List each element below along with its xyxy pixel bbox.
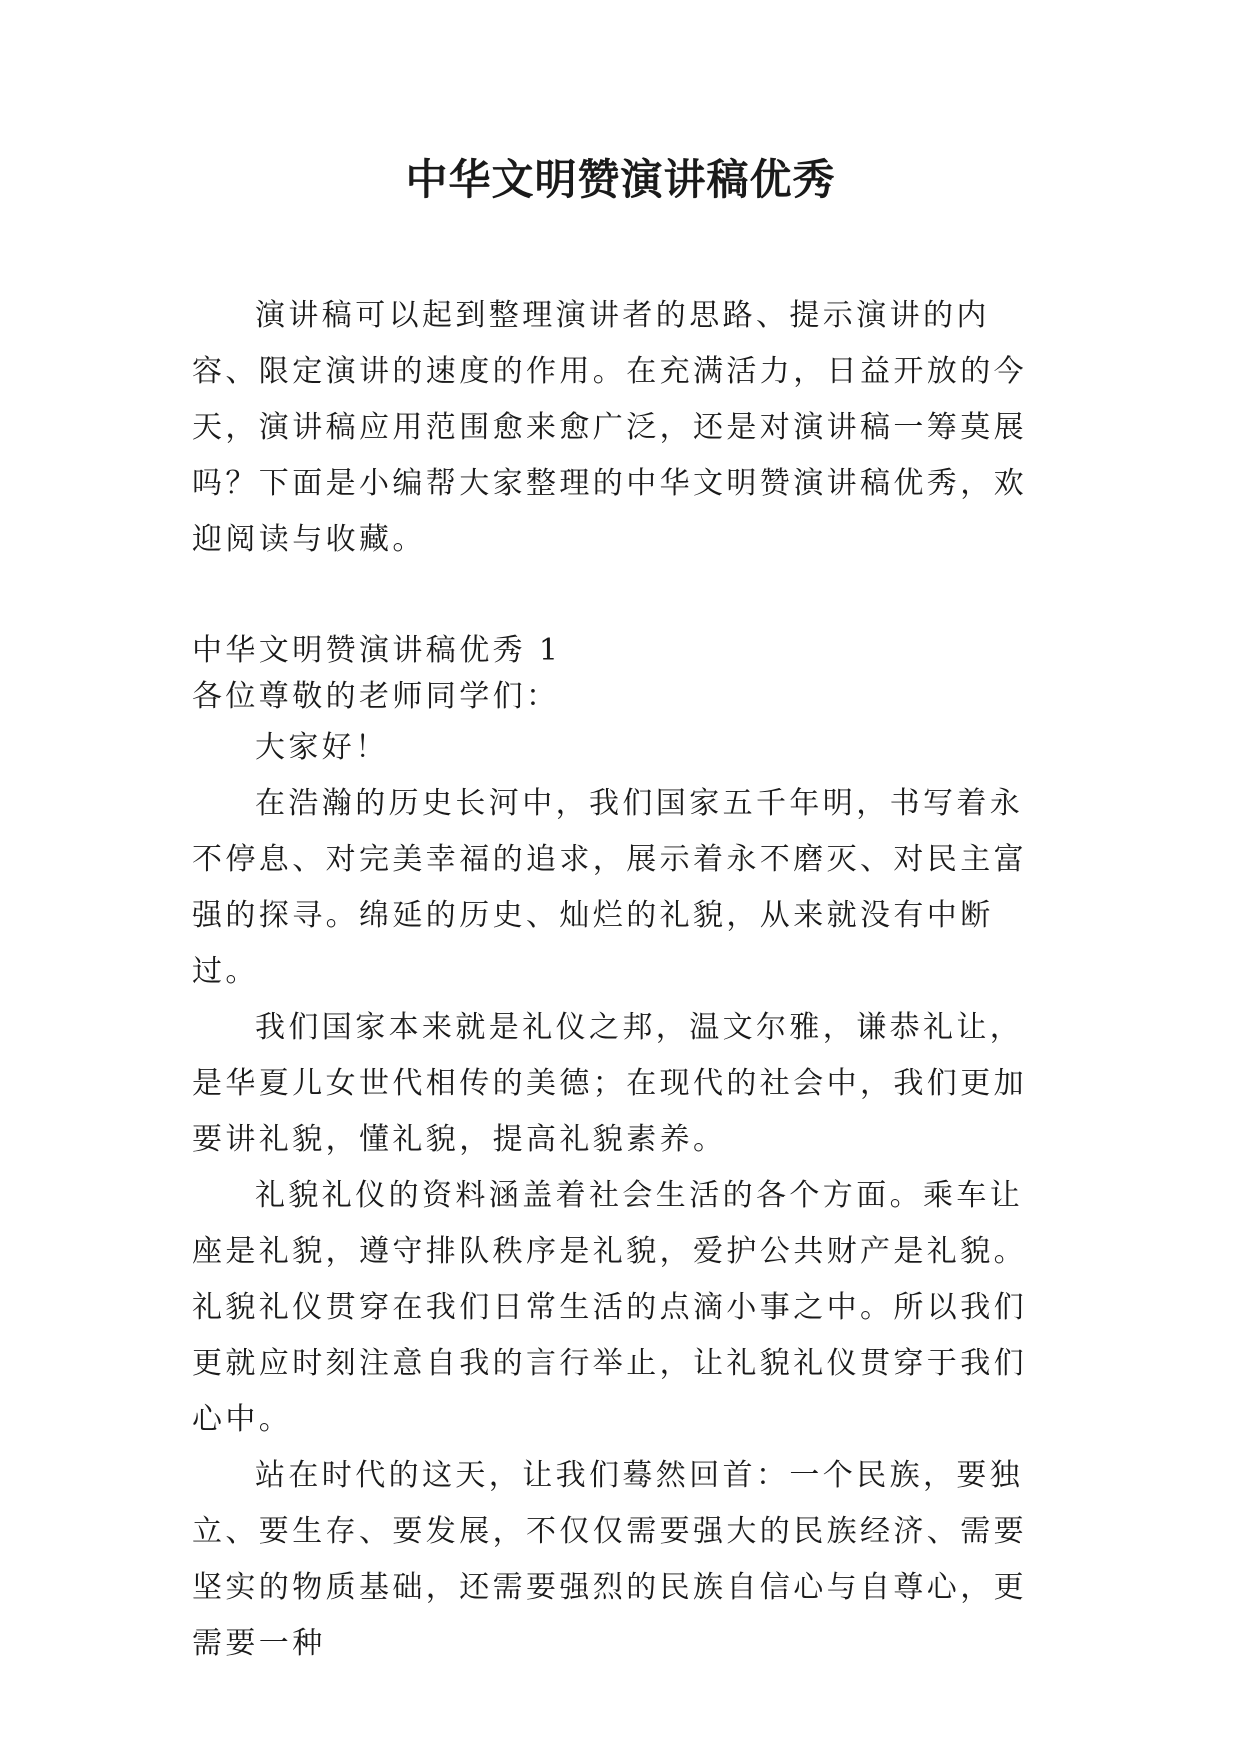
greeting: 大家好！	[255, 730, 389, 765]
body-paragraph: 我们国家本来就是礼仪之邦，温文尔雅，谦恭礼让，是华夏儿女世代相传的美德；在现代的社会中，我们更加要讲礼貌，懂礼貌，提高礼貌素养。	[192, 1010, 1027, 1157]
document-body	[192, 288, 1050, 1672]
intro-paragraph: 演讲稿可以起到整理演讲者的思路、提示演讲的内容、限定演讲的速度的作用。在充满活力，日益开放的今天，演讲稿应用范围愈来愈广泛，还是对演讲稿一筹莫展吗？下面是小编帮大家整理的中华文明赞演讲稿优秀，欢迎阅读与收藏。	[192, 298, 1027, 557]
body-paragraph: 站在时代的这天，让我们蓦然回首：一个民族，要独立、要生存、要发展，不仅仅需要强大的民族经济、需要坚实的物质基础，还需要强烈的民族自信心与自尊心，更需要一种	[192, 1458, 1027, 1661]
body-paragraph: 礼貌礼仪的资料涵盖着社会生活的各个方面。乘车让座是礼貌，遵守排队秩序是礼貌，爱护公共财产是礼貌。礼貌礼仪贯穿在我们日常生活的点滴小事之中。所以我们更就应时刻注意自我的言行举止，让礼貌礼仪贯穿于我们心中。	[192, 1178, 1027, 1437]
spacer	[192, 568, 1050, 628]
document-title: 中华文明赞演讲稿优秀	[405, 155, 836, 204]
body-paragraph: 在浩瀚的历史长河中，我们国家五千年明，书写着永不停息、对完美幸福的追求，展示着永不磨灭、对民主富强的探寻。绵延的历史、灿烂的礼貌，从来就没有中断过。	[192, 786, 1027, 989]
section-heading: 中华文明赞演讲稿优秀 1	[192, 633, 562, 668]
salutation: 各位尊敬的老师同学们：	[192, 679, 560, 714]
